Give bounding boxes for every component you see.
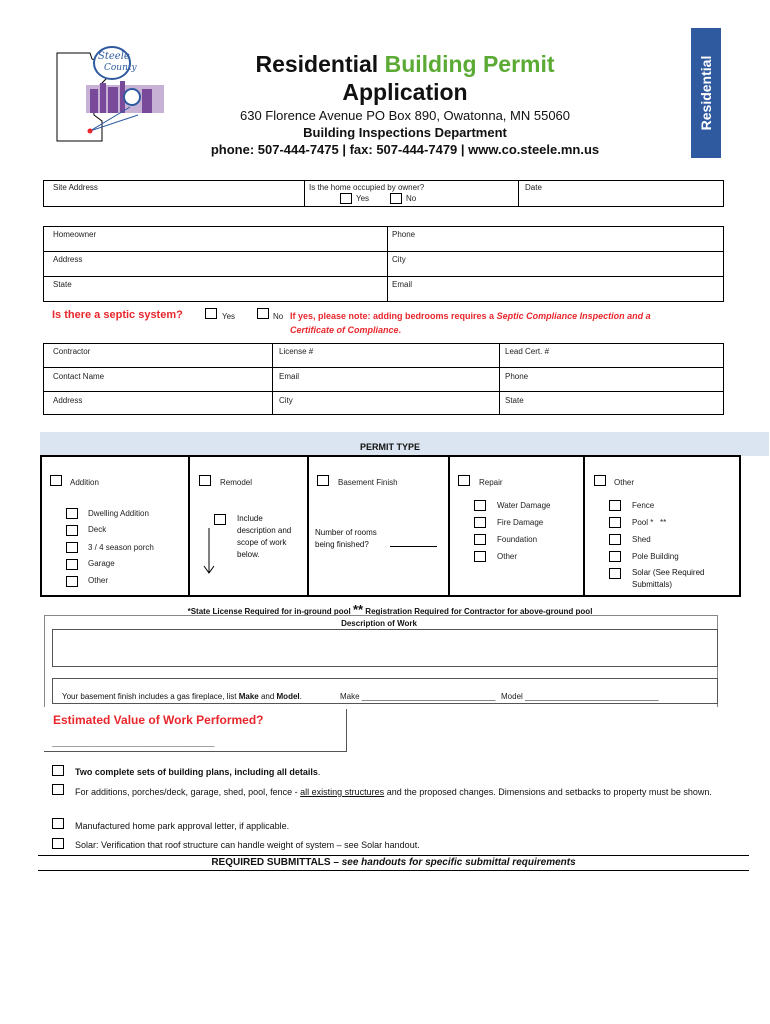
- lead-cert-label: Lead Cert. #: [505, 347, 550, 356]
- solar-verification-checkbox[interactable]: [52, 838, 64, 849]
- existing-structures-label: [75, 786, 720, 799]
- septic-yes-checkbox[interactable]: [205, 308, 217, 319]
- fireplace-text: Your basement finish includes a gas fireplace, list: [62, 692, 239, 701]
- contractor-address-label: Address: [53, 396, 83, 405]
- fire-damage-checkbox[interactable]: [474, 517, 486, 528]
- season-porch-checkbox[interactable]: [66, 542, 78, 553]
- side-tab-label: Residential: [698, 55, 714, 131]
- owner-phone-label: Phone: [392, 230, 416, 239]
- dwelling-addition-label: Dwelling Addition: [88, 509, 149, 518]
- solar-verification-label: Solar: Verification that roof structure can handle weight of system – see Solar handout.: [75, 840, 420, 850]
- occupied-yes-label: Yes: [356, 194, 370, 203]
- title-building-permit: Building Permit: [384, 51, 555, 77]
- contact-info: phone: 507-444-7475 | fax: 507-444-7479 | www.co.steele.mn.us: [210, 142, 600, 157]
- repair-other-label: Other: [497, 552, 518, 561]
- repair-other-checkbox[interactable]: [474, 551, 486, 562]
- permit-type-header: PERMIT TYPE: [359, 442, 420, 452]
- dwelling-addition-checkbox[interactable]: [66, 508, 78, 519]
- existing-structures-checkbox[interactable]: [52, 784, 64, 795]
- septic-note-period: .: [398, 325, 402, 335]
- addition-other-checkbox[interactable]: [66, 576, 78, 587]
- repair-checkbox[interactable]: [458, 475, 470, 486]
- addition-title: Addition: [70, 478, 99, 487]
- contractor-block: [43, 343, 724, 415]
- county-logo: [52, 45, 167, 145]
- owner-address-label: Address: [53, 255, 83, 264]
- down-arrow-icon: [202, 528, 216, 576]
- required-submittals-note: see handouts for specific submittal requirements: [341, 857, 576, 868]
- pole-building-checkbox[interactable]: [609, 551, 621, 562]
- fireplace-period: .: [299, 692, 302, 701]
- septic-note-emphasis: Septic Compliance Inspection and a: [496, 311, 651, 321]
- occupied-no-label: No: [406, 194, 417, 203]
- owner-email-label: Email: [392, 280, 413, 289]
- other-title: Other: [614, 478, 635, 487]
- septic-no-checkbox[interactable]: [257, 308, 269, 319]
- pole-building-label: Pole Building: [632, 552, 679, 561]
- occupied-yes-checkbox[interactable]: [340, 193, 352, 204]
- septic-note-certificate: Certificate of Compliance: [290, 325, 399, 335]
- title-application: Application: [342, 79, 468, 105]
- submittals-divider-top: [38, 855, 749, 856]
- water-damage-checkbox[interactable]: [474, 500, 486, 511]
- required-submittals-title: REQUIRED SUBMITTALS –: [211, 857, 342, 868]
- footnote-stars: **: [352, 602, 364, 617]
- logo-text-county: County: [104, 63, 137, 73]
- fence-label: Fence: [632, 501, 655, 510]
- date-label: Date: [525, 183, 542, 192]
- remodel-note: Include description and scope of work below.: [237, 514, 292, 559]
- fence-checkbox[interactable]: [609, 500, 621, 511]
- building-plans-text: Two complete sets of building plans, including all details: [75, 767, 318, 777]
- contractor-email-label: Email: [279, 372, 300, 381]
- foundation-label: Foundation: [497, 535, 538, 544]
- repair-title: Repair: [479, 478, 503, 487]
- office-address: 630 Florence Avenue PO Box 890, Owatonna, MN 55060: [239, 108, 571, 123]
- basement-finish-checkbox[interactable]: [317, 475, 329, 486]
- pool-checkbox[interactable]: [609, 517, 621, 528]
- description-header: Description of Work: [341, 619, 417, 628]
- estimate-label: Estimated Value of Work Performed?: [53, 713, 264, 727]
- deck-label: Deck: [88, 525, 107, 534]
- license-label: License #: [279, 347, 314, 356]
- fireplace-make-bold: Make: [238, 692, 259, 701]
- fireplace-note: [62, 692, 302, 701]
- contractor-label: Contractor: [53, 347, 91, 356]
- fireplace-and: and: [258, 692, 277, 701]
- water-damage-label: Water Damage: [497, 501, 551, 510]
- owner-occupied-label: Is the home occupied by owner?: [309, 183, 425, 192]
- existing-structures-underlined: all existing structures: [300, 787, 385, 797]
- owner-city-label: City: [392, 255, 406, 264]
- manufactured-home-checkbox[interactable]: [52, 818, 64, 829]
- remodel-checkbox[interactable]: [199, 475, 211, 486]
- fireplace-model-field[interactable]: Model ______________________________: [501, 692, 659, 701]
- building-plans-checkbox[interactable]: [52, 765, 64, 776]
- department-name: Building Inspections Department: [303, 125, 507, 140]
- manufactured-home-label: Manufactured home park approval letter, if applicable.: [75, 821, 290, 831]
- basement-finish-title: Basement Finish: [338, 478, 398, 487]
- fireplace-model-bold: Model: [276, 692, 300, 701]
- other-checkbox[interactable]: [594, 475, 606, 486]
- contractor-state-label: State: [505, 396, 524, 405]
- septic-yes-label: Yes: [222, 312, 236, 321]
- description-textarea[interactable]: [52, 629, 718, 667]
- remodel-include-checkbox[interactable]: [214, 514, 226, 525]
- solar-label: Solar (See Required Submittals): [632, 568, 705, 589]
- site-address-label: Site Address: [53, 183, 98, 192]
- basement-rooms-field[interactable]: [390, 546, 437, 547]
- logo-text-steele: Steele: [98, 51, 130, 62]
- garage-checkbox[interactable]: [66, 559, 78, 570]
- season-porch-label: 3 / 4 season porch: [88, 543, 154, 552]
- submittals-divider-bottom: [38, 870, 749, 871]
- septic-note-text: If yes, please note: adding bedrooms requires a: [290, 311, 497, 321]
- septic-question: Is there a septic system?: [52, 309, 183, 321]
- addition-other-label: Other: [88, 576, 109, 585]
- homeowner-label: Homeowner: [53, 230, 97, 239]
- fireplace-make-field[interactable]: Make ______________________________: [340, 692, 496, 701]
- septic-note: [290, 309, 710, 337]
- page-title: [175, 50, 635, 106]
- owner-state-label: State: [53, 280, 72, 289]
- deck-checkbox[interactable]: [66, 525, 78, 536]
- addition-checkbox[interactable]: [50, 475, 62, 486]
- owner-block: [43, 226, 724, 302]
- footnote-registration: Registration Required for Contractor for above-ground pool: [365, 607, 593, 616]
- foundation-checkbox[interactable]: [474, 534, 486, 545]
- site-address-field[interactable]: [44, 193, 302, 206]
- contact-name-label: Contact Name: [53, 372, 105, 381]
- existing-structures-text-b: and the proposed changes. Dimensions and setbacks to property must be shown.: [384, 787, 712, 797]
- occupied-no-checkbox[interactable]: [390, 193, 402, 204]
- contractor-phone-label: Phone: [505, 372, 529, 381]
- garage-label: Garage: [88, 559, 115, 568]
- contractor-city-label: City: [279, 396, 293, 405]
- shed-checkbox[interactable]: [609, 534, 621, 545]
- septic-no-label: No: [273, 312, 284, 321]
- footnote-state-license: *State License Required for in-ground pool: [187, 607, 351, 616]
- title-residential: Residential: [255, 51, 379, 77]
- building-plans-period: .: [317, 767, 321, 777]
- shed-label: Shed: [632, 535, 651, 544]
- residential-side-tab: [691, 28, 721, 158]
- required-submittals-footer: [38, 857, 749, 868]
- solar-checkbox[interactable]: [609, 568, 621, 579]
- estimate-field[interactable]: _________________________________________: [52, 738, 214, 747]
- fire-damage-label: Fire Damage: [497, 518, 544, 527]
- remodel-title: Remodel: [220, 478, 253, 487]
- pool-label: Pool * **: [632, 518, 667, 527]
- building-plans-label: [75, 767, 320, 777]
- existing-structures-text-a: For additions, porches/deck, garage, shed, pool, fence -: [75, 787, 301, 797]
- basement-rooms-note: Number of rooms being finished?: [315, 528, 377, 549]
